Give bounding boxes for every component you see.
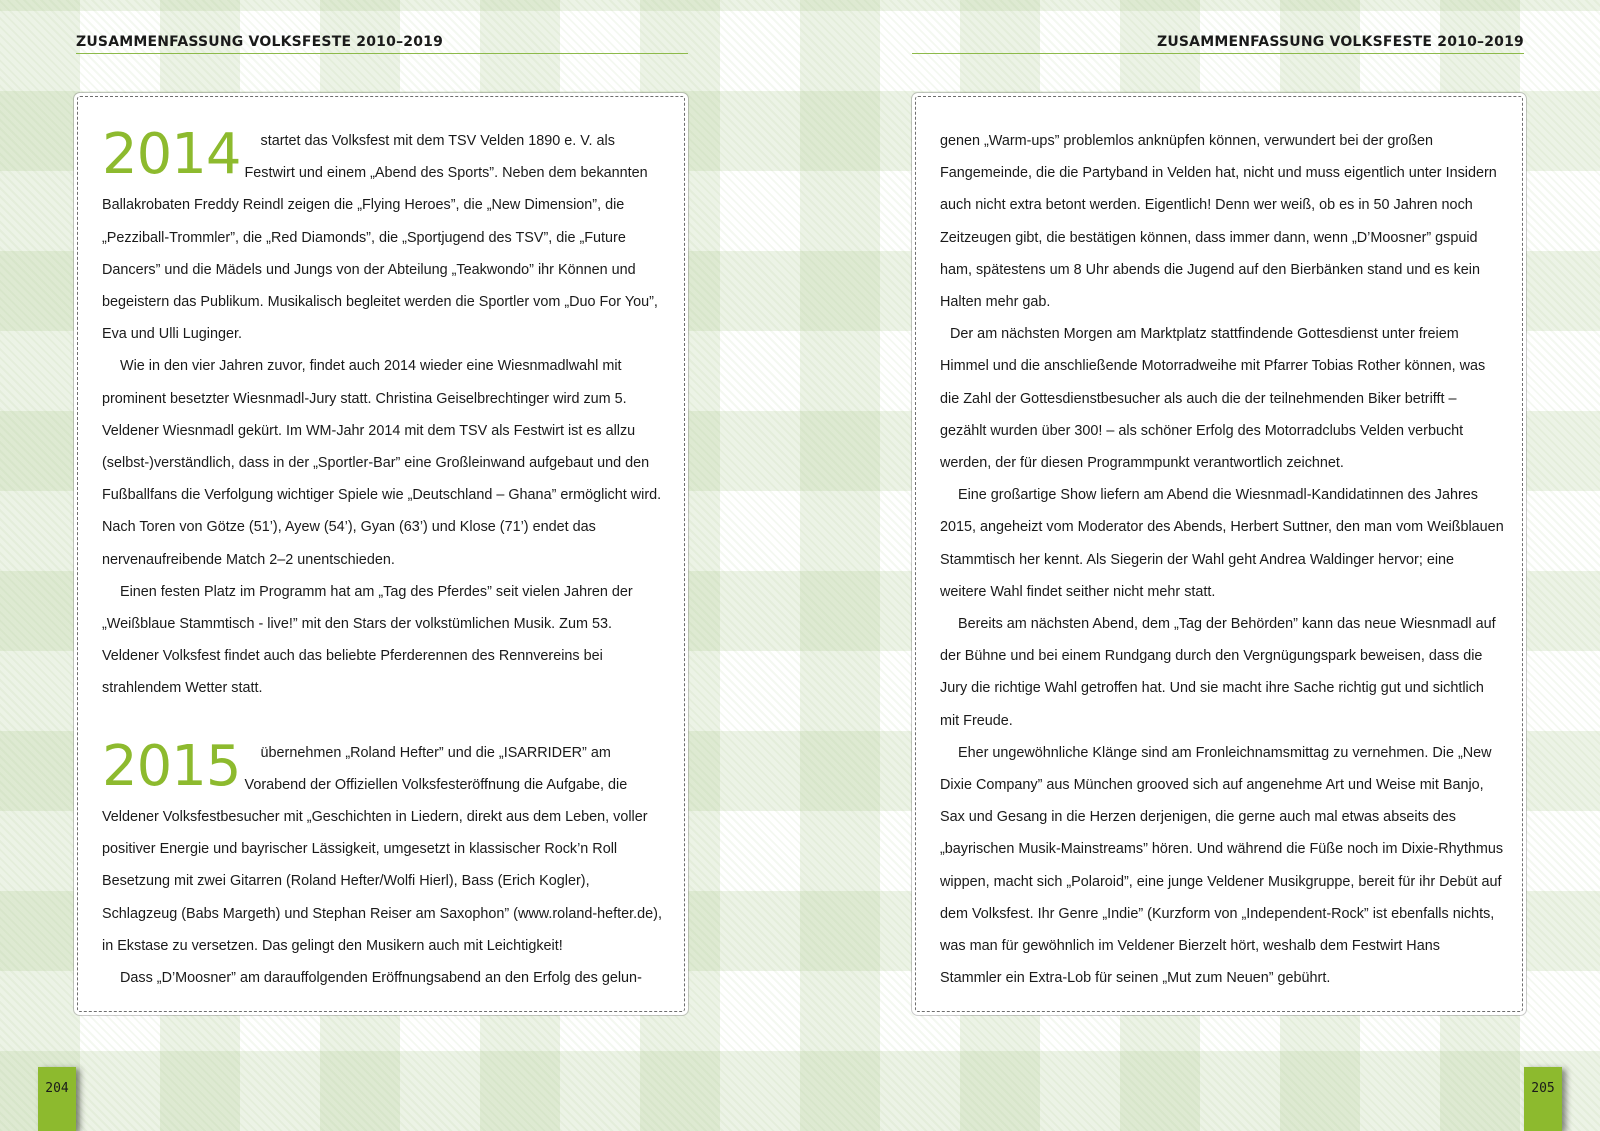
left-paragraph-3: Einen festen Platz im Programm hat am „Tag des Pferdes” seit vielen Jahren der „Weißblaue Stammtisch - live!” mit den Stars der volkstümlichen Musik. Zum 53. Veldener Volksfest findet auch das beliebte Pferderennen des Rennvereins bei strahlendem Wetter statt. (102, 583, 633, 697)
right-paragraph-1: genen „Warm-ups” problemlos anknüpfen können, verwundert bei der großen Fangemeinde, die die Partyband in Velden hat, nicht und muss eigentlich unter Insidern auch nicht extra betont werden. Eigentlich! Denn wer weiß, ob es in 50 Jahren noch Zeitzeugen gibt, die bestätigen können, dass immer dann, wenn „D’Moosner” gspuid ham, spätestens um 8 Uhr abends die Jugend auf den Bierbänken stand und es kein Halten mehr gab. (940, 133, 1497, 311)
right-paragraph-5: Eher ungewöhnliche Klänge sind am Fronleichnamsmittag zu vernehmen. Die „New Dixie Company” aus München grooved sich auf angenehme Art und Weise mit Banjo, Sax und Gesang in die Herzen derjenigen, die gerne auch mal etwas abseits des „bayrischen Musik-Mainstreams” hören. Und während die Füße noch im Dixie-Rhythmus wippen, macht sich „Polaroid”, eine junge Veldener Musikgruppe, bereit für ihr Debüt auf dem Volksfest. Ihr Genre „Indie” (Kurzform von „Independent-Rock” ist ebenfalls nichts, was man für gewöhnlich im Veldener Bierzelt hört, weshalb dem Festwirt Hans Stammler ein Extra-Lob für seinen „Mut zum Neuen” gebührt. (940, 744, 1504, 987)
page-number-right: 205 (1531, 1081, 1555, 1096)
right-paragraph-4: Bereits am nächsten Abend, dem „Tag der Behörden” kann das neue Wiesnmadl auf der Bühne und bei einem Rundgang durch den Vergnügungspark beweisen, dass die Jury die richtige Wahl getroffen hat. Und sie macht ihre Sache richtig gut und sichtlich mit Freude. (940, 616, 1496, 729)
running-head-left: ZUSAMMENFASSUNG VOLKSFESTE 2010–2019 (76, 34, 688, 54)
right-paragraph-3: Eine großartige Show liefern am Abend die Wiesnmadl-Kandidatinnen des Jahres 2015, angeheizt vom Moderator des Abends, Herbert Suttner, den man vom Weißblauen Stammtisch her kennt. Als Siegerin der Wahl geht Andrea Waldinger hervor; eine weitere Wahl findet seither nicht mehr statt. (940, 487, 1504, 600)
section-2015-text: übernehmen „Roland Hefter” und die „ISARRIDER” am Vorabend der Offiziellen Volksfesteröffnung die Aufgabe, die Veldener Volksfestbesucher mit „Geschichten in Liedern, direkt aus dem Leben, voller positiver Energie und bayrischer Lässigkeit, umgesetzt in klassischer Rock’n Roll Besetzung mit zwei Gitarren (Roland Hefter/Wolfi Hierl), Bass (Erich Kogler), Schlagzeug (Babs Margeth) und Stephan Reiser am Saxophon” (www.roland-hefter.de), in Ekstase zu versetzen. Das gelingt den Musikern auch mit Leichtigkeit! (102, 744, 662, 954)
right-page-text (940, 125, 1504, 994)
right-page-text-box (915, 96, 1523, 1012)
section-2014-text: startet das Volksfest mit dem TSV Velden 1890 e. V. als Festwirt und einem „Abend des Sports”. Neben dem bekannten Ballakrobaten Freddy Reindl zeigen die „Flying Heroes”, die „New Dimension”, die „Pezziball-Trommler”, die „Red Diamonds”, die „Sportjugend des TSV”, die „Future Dancers” und die Mädels und Jungs von der Abteilung „Teakwondo” ihr Können und begeistern das Publikum. Musikalisch begleitet werden die Sportler vom „Duo For You”, Eva und Ulli Luginger. (102, 133, 658, 343)
page-tab-left (38, 1067, 76, 1131)
page-number-left: 204 (45, 1081, 69, 1096)
section-2014 (102, 122, 666, 350)
year-heading-2014: 2014 (102, 122, 241, 187)
left-page-text-box (77, 96, 685, 1012)
page-tab-right (1524, 1067, 1562, 1131)
year-heading-2015: 2015 (102, 733, 241, 799)
left-page-text (102, 122, 666, 994)
right-paragraph-2: Der am nächsten Morgen am Marktplatz stattfindende Gottesdienst unter freiem Himmel und die anschließende Motorradweihe mit Pfarrer Tobias Rother können, was die Zahl der Gottesdienstbesucher als auch die der teilnehmenden Biker betrifft – gezählt wurden über 300! – als schöner Erfolg des Motorradclubs Velden verbucht werden, der für diesen Programmpunkt verantwortlich zeichnet. (940, 326, 1486, 472)
left-paragraph-5: Dass „D’Moosner” am darauffolgenden Eröffnungsabend an den Erfolg des gelun- (120, 970, 642, 987)
running-head-right: ZUSAMMENFASSUNG VOLKSFESTE 2010–2019 (912, 34, 1524, 54)
left-paragraph-2: Wie in den vier Jahren zuvor, findet auch 2014 wieder eine Wiesnmadlwahl mit prominent besetzter Wiesnmadl-Jury statt. Christina Geiselbrechtinger wird zum 5. Veldener Wiesnmadl gekürt. Im WM-Jahr 2014 mit dem TSV als Festwirt ist es allzu (selbst-)verständlich, dass in der „Sportler-Bar” eine Großleinwand aufgebaut und den Fußballfans die Verfolgung wichtiger Spiele wie „Deutschland – Ghana” ermöglicht wird. Nach Toren von Götze (51’), Ayew (54’), Gyan (63’) und Klose (71’) endet das nervenaufreibende Match 2–2 unentschieden. (102, 358, 662, 568)
section-2015 (102, 733, 666, 962)
